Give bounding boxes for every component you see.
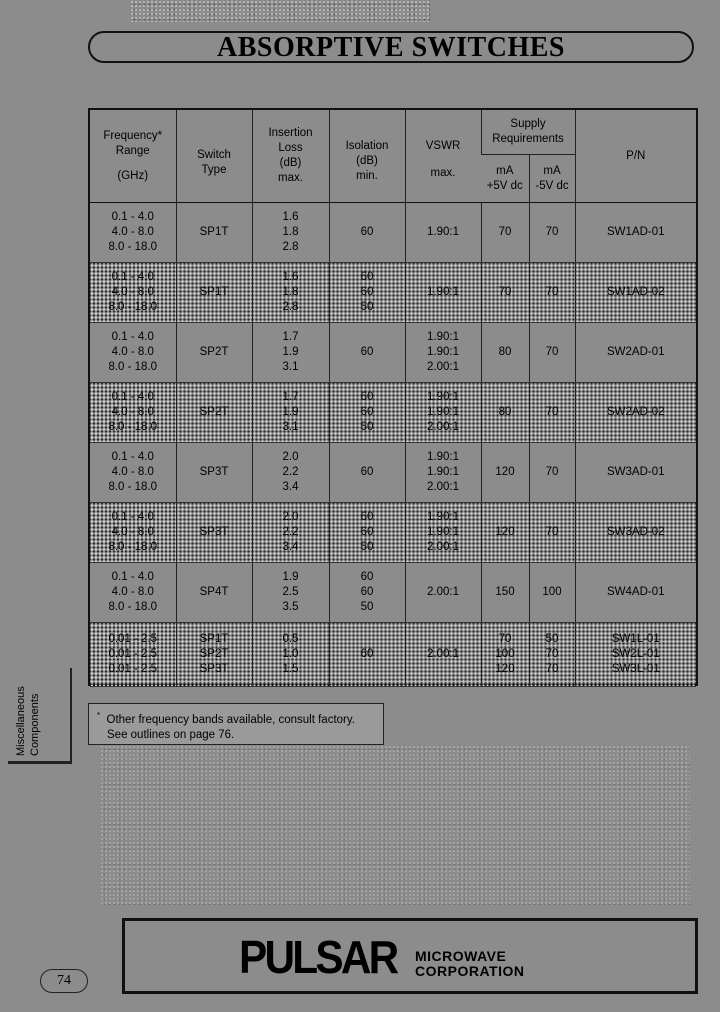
title-box — [88, 31, 694, 63]
cell-loss: 1.6 1.8 2.8 — [252, 263, 329, 323]
header-supply: Supply Requirements — [481, 110, 575, 155]
cell-iso: 60 60 50 — [329, 503, 405, 563]
cell-vswr: 2.00:1 — [405, 623, 481, 687]
cell-pn: SW1AD-01 — [575, 203, 696, 263]
cell-type: SP2T — [176, 323, 252, 383]
cell-type: SP1T SP2T SP3T — [176, 623, 252, 687]
cell-neg: 70 — [529, 203, 575, 263]
cell-iso: 60 — [329, 623, 405, 687]
cell-loss: 1.7 1.9 3.1 — [252, 323, 329, 383]
cell-vswr: 1.90:1 1.90:1 2.00:1 — [405, 503, 481, 563]
cell-type: SP1T — [176, 203, 252, 263]
table-row — [90, 323, 696, 383]
scan-noise-lower — [100, 745, 690, 905]
cell-vswr: 1.90:1 — [405, 263, 481, 323]
cell-pos: 70 — [481, 263, 529, 323]
table-body — [90, 203, 696, 687]
cell-type: SP3T — [176, 503, 252, 563]
cell-freq: 0.1 - 4.0 4.0 - 8.0 8.0 - 18.0 — [90, 503, 176, 563]
cell-iso: 60 — [329, 203, 405, 263]
table-row — [90, 563, 696, 623]
cell-loss: 0.5 1.0 1.5 — [252, 623, 329, 687]
cell-freq: 0.1 - 4.0 4.0 - 8.0 8.0 - 18.0 — [90, 383, 176, 443]
table-row — [90, 503, 696, 563]
page-number: 74 — [40, 969, 88, 993]
company-logo-subtitle: MICROWAVE CORPORATION — [415, 948, 525, 979]
footnote-box — [88, 703, 384, 745]
header-pn: P/N — [575, 110, 696, 203]
cell-loss: 2.0 2.2 3.4 — [252, 443, 329, 503]
cell-loss: 1.6 1.8 2.8 — [252, 203, 329, 263]
cell-neg: 50 70 70 — [529, 623, 575, 687]
cell-pn: SW1AD-02 — [575, 263, 696, 323]
cell-freq: 0.1 - 4.0 4.0 - 8.0 8.0 - 18.0 — [90, 203, 176, 263]
cell-freq: 0.1 - 4.0 4.0 - 8.0 8.0 - 18.0 — [90, 443, 176, 503]
switch-spec-table — [90, 110, 696, 687]
header-supply-neg: mA -5V dc — [529, 155, 575, 203]
cell-iso: 60 60 50 — [329, 563, 405, 623]
cell-loss: 1.7 1.9 3.1 — [252, 383, 329, 443]
cell-pos: 120 — [481, 503, 529, 563]
cell-pos: 120 — [481, 443, 529, 503]
cell-vswr: 1.90:1 1.90:1 2.00:1 — [405, 443, 481, 503]
cell-neg: 70 — [529, 323, 575, 383]
cell-vswr: 2.00:1 — [405, 563, 481, 623]
table-row — [90, 383, 696, 443]
cell-pos: 150 — [481, 563, 529, 623]
cell-freq: 0.1 - 4.0 4.0 - 8.0 8.0 - 18.0 — [90, 263, 176, 323]
cell-neg: 100 — [529, 563, 575, 623]
cell-loss: 1.9 2.5 3.5 — [252, 563, 329, 623]
header-frequency: Frequency* Range (GHz) — [90, 110, 176, 203]
page-title: ABSORPTIVE SWITCHES — [217, 32, 565, 63]
cell-freq: 0.01 - 2.5 0.01 - 2.5 0.01 - 2.5 — [90, 623, 176, 687]
cell-pos: 80 — [481, 323, 529, 383]
table-row — [90, 443, 696, 503]
header-switch-type: Switch Type — [176, 110, 252, 203]
cell-pn: SW2AD-01 — [575, 323, 696, 383]
cell-vswr: 1.90:1 1.90:1 2.00:1 — [405, 323, 481, 383]
header-supply-pos: mA +5V dc — [481, 155, 529, 203]
cell-pn: SW3AD-01 — [575, 443, 696, 503]
cell-freq: 0.1 - 4.0 4.0 - 8.0 8.0 - 18.0 — [90, 563, 176, 623]
company-logo-wordmark: PULSAR — [239, 931, 397, 983]
cell-neg: 70 — [529, 443, 575, 503]
cell-iso: 60 — [329, 443, 405, 503]
cell-loss: 2.0 2.2 3.4 — [252, 503, 329, 563]
cell-type: SP1T — [176, 263, 252, 323]
cell-pn: SW1L-01 SW2L-01 SW3L-01 — [575, 623, 696, 687]
cell-pn: SW3AD-02 — [575, 503, 696, 563]
cell-type: SP4T — [176, 563, 252, 623]
cell-iso: 60 — [329, 323, 405, 383]
cell-vswr: 1.90:1 1.90:1 2.00:1 — [405, 383, 481, 443]
header-isolation: Isolation (dB) min. — [329, 110, 405, 203]
cell-pos: 70 100 120 — [481, 623, 529, 687]
cell-type: SP2T — [176, 383, 252, 443]
cell-pn: SW2AD-02 — [575, 383, 696, 443]
company-logo-box — [122, 918, 698, 994]
cell-neg: 70 — [529, 503, 575, 563]
cell-neg: 70 — [529, 263, 575, 323]
footnote-line-1: * Other frequency bands available, consult factory. — [97, 711, 355, 726]
cell-pos: 70 — [481, 203, 529, 263]
switch-table — [88, 108, 698, 686]
cell-type: SP3T — [176, 443, 252, 503]
table-row — [90, 623, 696, 687]
cell-freq: 0.1 - 4.0 4.0 - 8.0 8.0 - 18.0 — [90, 323, 176, 383]
header-vswr: VSWR max. — [405, 110, 481, 203]
table-row — [90, 203, 696, 263]
cell-iso: 60 60 50 — [329, 263, 405, 323]
cell-neg: 70 — [529, 383, 575, 443]
scan-noise-top — [130, 0, 430, 22]
header-insertion-loss: Insertion Loss (dB) max. — [252, 110, 329, 203]
footnote-line-2: See outlines on page 76. — [107, 728, 235, 741]
cell-pn: SW4AD-01 — [575, 563, 696, 623]
cell-pos: 80 — [481, 383, 529, 443]
table-row — [90, 263, 696, 323]
side-tab-label: Miscellaneous Components — [15, 686, 41, 756]
cell-iso: 60 60 50 — [329, 383, 405, 443]
cell-vswr: 1.90:1 — [405, 203, 481, 263]
